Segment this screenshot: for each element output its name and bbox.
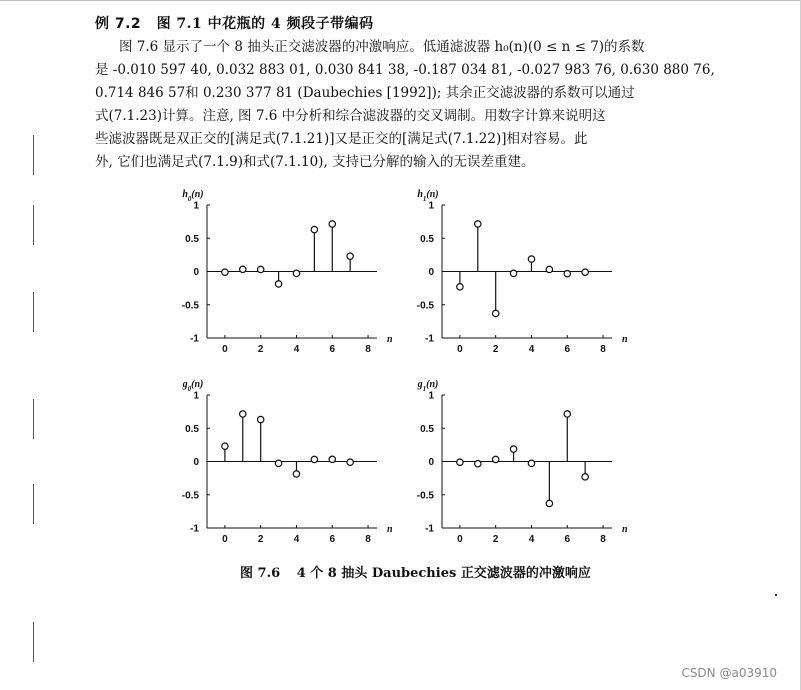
x-axis-label: n (387, 524, 393, 535)
y-tick-label: 1 (428, 200, 434, 212)
x-tick-label: 2 (492, 344, 499, 355)
x-tick-label: 2 (257, 344, 264, 355)
stem-plot-4 (417, 379, 628, 545)
x-tick-label: 2 (492, 534, 499, 545)
y-axis-label: $h_0(n)$ (182, 189, 204, 203)
x-tick-label: 8 (600, 534, 606, 545)
margin-mark (33, 399, 34, 439)
x-tick-label: 0 (222, 344, 228, 355)
x-tick-label: 4 (528, 534, 535, 545)
y-tick-label: 0 (193, 267, 199, 278)
paragraph-line: 是 -0.010 597 40, 0.032 883 01, 0.030 841 38, -0.187 034 81, -0.027 983 76, 0.630 880 76, (95, 62, 715, 78)
y-tick-label: 0 (428, 267, 434, 278)
page-top-border (0, 0, 801, 1)
stem-marker (311, 456, 317, 462)
y-tick-label: 0.5 (185, 233, 199, 245)
figure-caption-text: 4 个 8 抽头 Daubechies 正交滤波器的冲激响应 (296, 566, 591, 581)
margin-mark (33, 135, 34, 175)
stem-marker (528, 256, 534, 262)
x-axis-label: n (622, 334, 628, 345)
stem-marker (492, 310, 498, 316)
body-paragraph (95, 36, 715, 174)
stem-marker (528, 460, 534, 466)
stem-plot-2 (417, 189, 628, 355)
stem-marker (564, 270, 570, 276)
figure-caption (240, 562, 591, 581)
x-tick-label: 8 (600, 344, 606, 355)
x-tick-label: 6 (329, 534, 336, 545)
example-number: 例 7.2 (95, 16, 142, 32)
margin-mark (33, 292, 34, 332)
y-tick-label: 0 (428, 457, 434, 468)
stem-marker (457, 284, 463, 290)
stem-marker (347, 253, 353, 259)
stem-plot-3 (182, 379, 393, 545)
paragraph-line: 外, 它们也满足式(7.1.9)和式(7.1.10), 支持已分解的输入的无误差重建。 (95, 154, 535, 170)
y-tick-label: 1 (428, 390, 434, 402)
x-tick-label: 0 (457, 534, 463, 545)
paragraph-line: 图 7.6 显示了一个 8 抽头正交滤波器的冲激响应。低通滤波器 h₀(n)(0 ≤ n ≤ 7)的系数 (119, 39, 645, 55)
y-tick-label: -0.5 (416, 490, 434, 502)
x-tick-label: 6 (564, 534, 571, 545)
x-axis-label: n (622, 524, 628, 535)
y-tick-label: -0.5 (181, 490, 199, 502)
margin-mark (33, 484, 34, 524)
y-axis-label: $g_1(n)$ (417, 379, 439, 393)
x-tick-label: 4 (528, 344, 535, 355)
margin-mark (33, 205, 34, 245)
x-tick-label: 6 (564, 344, 571, 355)
y-tick-label: -1 (190, 523, 199, 535)
stem-marker (240, 411, 246, 417)
y-tick-label: 0.5 (185, 423, 199, 435)
y-tick-label: 0.5 (420, 233, 434, 245)
stem-marker (492, 456, 498, 462)
y-tick-label: -1 (190, 333, 199, 345)
x-tick-label: 8 (365, 534, 371, 545)
stem-marker (240, 266, 246, 272)
paragraph-line: 些滤波器既是双正交的[满足式(7.1.21)]又是正交的[满足式(7.1.22)]相对容易。此 (95, 131, 588, 147)
y-tick-label: 0.5 (420, 423, 434, 435)
stem-marker (582, 269, 588, 275)
stem-marker (275, 281, 281, 287)
stem-marker (347, 459, 353, 465)
stem-marker (329, 456, 335, 462)
impulse-response-figure (175, 185, 628, 555)
example-heading (95, 13, 374, 33)
stem-marker (510, 270, 516, 276)
stem-marker (257, 266, 263, 272)
stem-marker (293, 471, 299, 477)
stem-marker (222, 269, 228, 275)
stem-marker (222, 443, 228, 449)
watermark: CSDN @a03910 (681, 666, 777, 680)
paragraph-line: 0.714 846 57和 0.230 377 81 (Daubechies [1992]); 其余正交滤波器的系数可以通过 (95, 85, 635, 101)
x-tick-label: 0 (222, 534, 228, 545)
y-tick-label: -0.5 (181, 300, 199, 312)
stem-marker (457, 459, 463, 465)
y-tick-label: 1 (193, 200, 199, 212)
x-tick-label: 6 (329, 344, 336, 355)
stem-marker (546, 266, 552, 272)
stem-marker (475, 460, 481, 466)
example-title: 图 7.1 中花瓶的 4 频段子带编码 (156, 16, 374, 32)
y-tick-label: -1 (425, 523, 434, 535)
y-tick-label: 0 (193, 457, 199, 468)
x-axis-label: n (387, 334, 393, 345)
stem-marker (311, 226, 317, 232)
stem-marker (564, 411, 570, 417)
stem-plot-1 (182, 189, 393, 355)
y-axis-label: $g_0(n)$ (182, 379, 204, 393)
margin-mark (33, 622, 34, 662)
stem-marker (475, 221, 481, 227)
paragraph-line: 式(7.1.23)计算。注意, 图 7.6 中分析和综合滤波器的交叉调制。用数字计算来说明这 (95, 108, 606, 124)
stem-marker (257, 416, 263, 422)
scan-artifact (775, 594, 777, 596)
y-axis-label: $h_1(n)$ (417, 189, 439, 203)
x-tick-label: 4 (293, 344, 300, 355)
x-tick-label: 2 (257, 534, 264, 545)
stem-marker (546, 500, 552, 506)
y-tick-label: -1 (425, 333, 434, 345)
x-tick-label: 4 (293, 534, 300, 545)
x-tick-label: 8 (365, 344, 371, 355)
y-tick-label: -0.5 (416, 300, 434, 312)
figure-caption-number: 图 7.6 (240, 566, 281, 581)
x-tick-label: 0 (457, 344, 463, 355)
stem-marker (510, 446, 516, 452)
stem-marker (329, 221, 335, 227)
stem-marker (293, 270, 299, 276)
stem-marker (582, 474, 588, 480)
stem-marker (275, 460, 281, 466)
y-tick-label: 1 (193, 390, 199, 402)
